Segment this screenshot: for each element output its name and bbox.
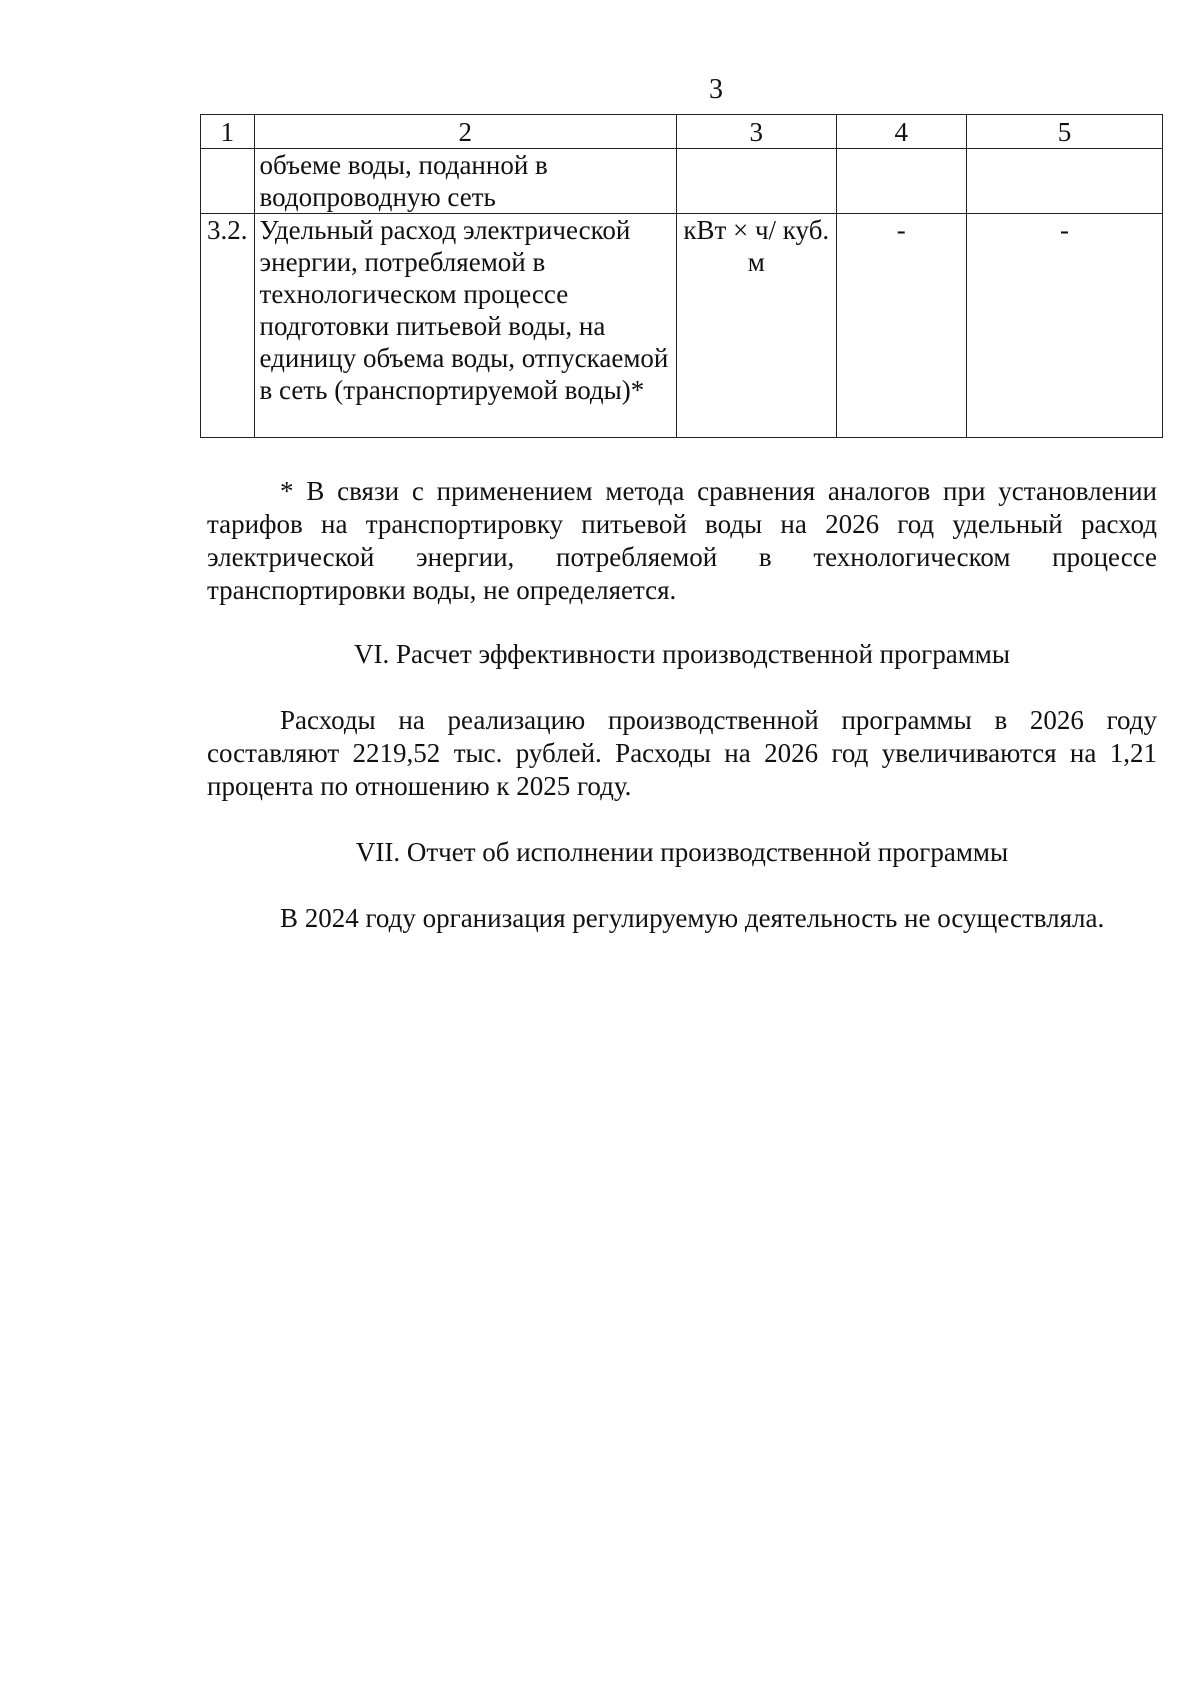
value-cell	[966, 149, 1162, 214]
unit-cell	[676, 149, 836, 214]
table-row	[201, 149, 1163, 214]
footnote	[207, 475, 1157, 607]
row-number-cell	[201, 149, 255, 214]
header-cell: 3	[676, 115, 836, 149]
unit-cell: кВт × ч/ куб. м	[676, 214, 836, 438]
section-heading-vi: VI. Расчет эффективности производственной программы	[353, 639, 1010, 669]
row-number-cell: 3.2.	[201, 214, 255, 438]
header-cell: 1	[201, 115, 255, 149]
header-cell: 5	[966, 115, 1162, 149]
header-cell: 4	[836, 115, 966, 149]
paragraph: Расходы на реализацию производственной программы в 2026 году составляют 2219,52 тыс. рублей. Расходы на 2026 год увеличиваются на 1,21 процента по отношению к 2025 году.	[207, 705, 1157, 801]
paragraph: В 2024 году организация регулируемую деятельность не осуществляла.	[280, 903, 1105, 933]
value-cell: -	[836, 214, 966, 438]
value-cell: -	[966, 214, 1162, 438]
table-row	[201, 214, 1163, 438]
section-vii-body	[207, 902, 1157, 935]
value-cell	[836, 149, 966, 214]
footnote-text: * В связи с применением метода сравнения аналогов при установлении тарифов на транспортировку питьевой воды на 2026 год удельный расход электрической энергии, потребляемой в технологическом процессе транспортировки воды, не определяется.	[207, 476, 1157, 605]
section-vi-body	[207, 704, 1157, 803]
indicator-name-cell: объеме воды, поданной в водопроводную сеть	[254, 149, 676, 214]
indicator-name-cell: Удельный расход электрической энергии, потребляемой в технологическом процессе подготовки питьевой воды, на единицу объема воды, отпускаемой в сеть (транспортируемой воды)*	[254, 214, 676, 438]
header-cell: 2	[254, 115, 676, 149]
indicators-table	[200, 114, 1163, 438]
page-number: 3	[709, 74, 723, 105]
table-header-row	[201, 115, 1163, 149]
section-heading-vii: VII. Отчет об исполнении производственной программы	[355, 837, 1009, 867]
